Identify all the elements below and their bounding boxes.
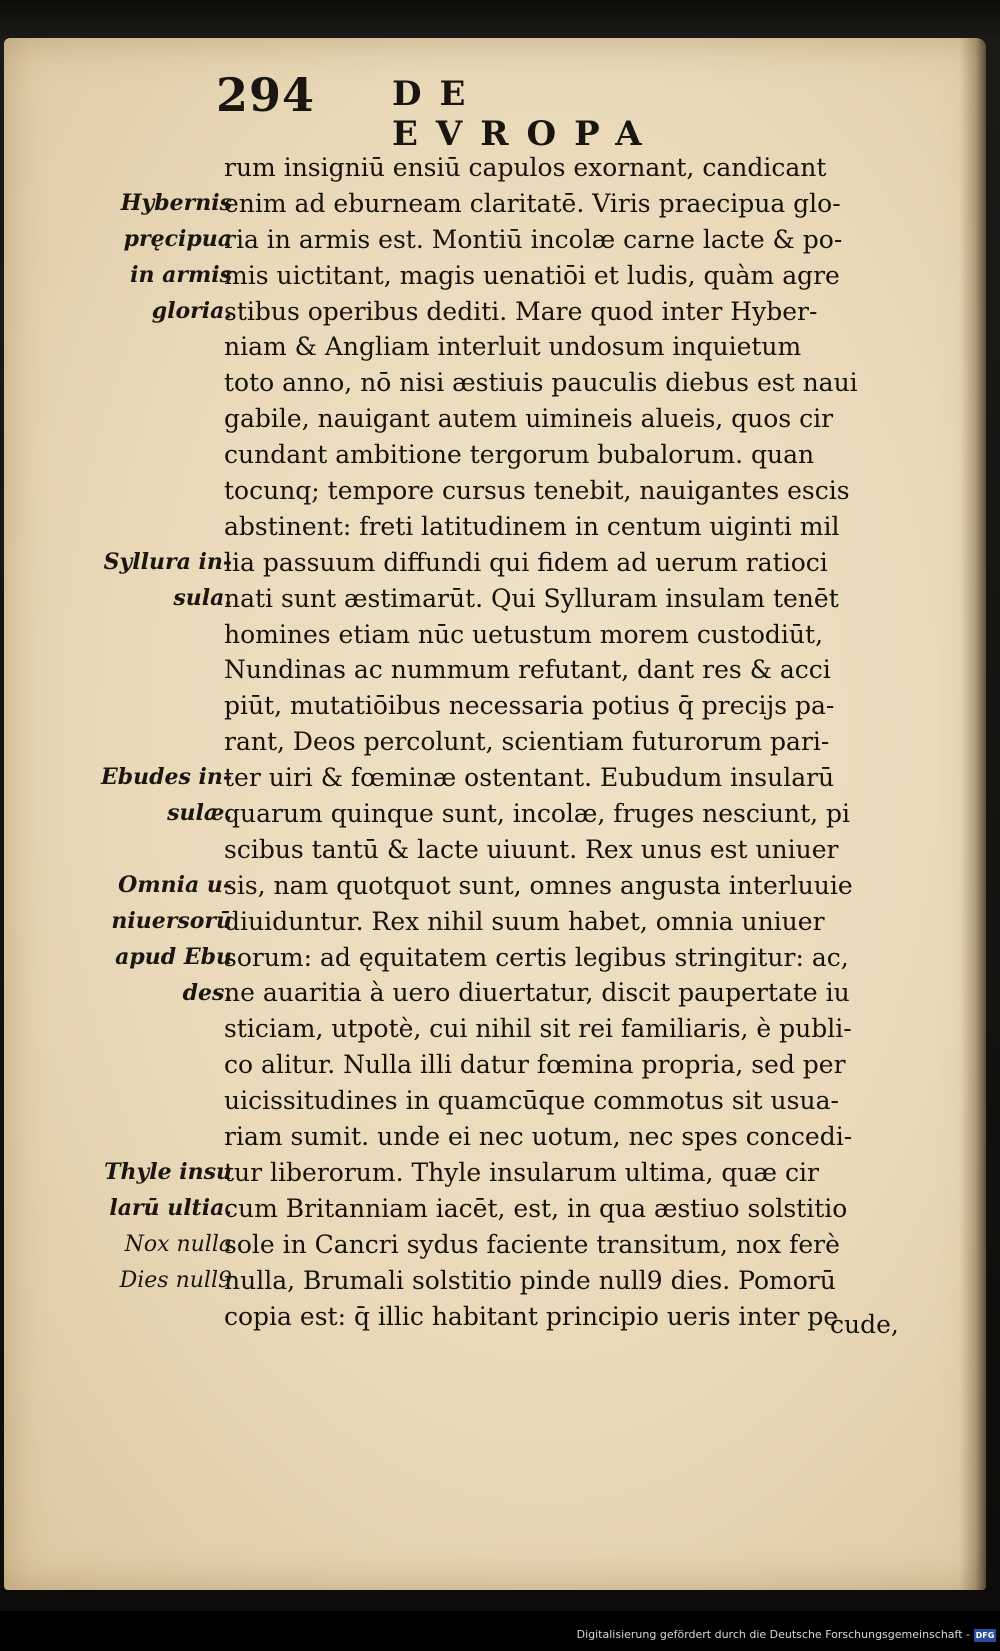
- text-line: cundant ambitione tergorum bubalorum. quan: [224, 440, 815, 470]
- page-number: 294: [216, 68, 316, 122]
- marginal-note-line: Thyle insu: [104, 1159, 232, 1185]
- text-line: riam sumit. unde ei nec uotum, nec spes concedi-: [224, 1122, 853, 1152]
- marginal-note-line: sula.: [173, 584, 232, 611]
- text-line: scibus tantū & lacte uiuunt. Rex unus est uniuer: [224, 834, 839, 864]
- marginal-note-line: in armis: [130, 261, 232, 288]
- text-line: cum Britanniam iacēt, est, in qua æstiuo solstitio: [224, 1193, 848, 1223]
- page-edge-shadow: [960, 38, 986, 1590]
- text-line: niam & Angliam interluit undosum inquietum: [224, 332, 802, 362]
- funding-credit: Digitalisierung gefördert durch die Deutsche Forschungsgemeinschaft -: [576, 1628, 970, 1641]
- marginal-note-line: niuersorū: [111, 907, 232, 934]
- marginal-note-line: gloria.: [151, 297, 232, 324]
- dfg-logo: DFG: [975, 1631, 995, 1640]
- text-line: mis uictitant, magis uenatiōi et ludis, quàm agre: [224, 260, 840, 290]
- text-line: co alitur. Nulla illi datur fœmina propria, sed per: [224, 1050, 846, 1080]
- marginal-note-line: Nox nulla: [124, 1232, 232, 1257]
- marginal-note-line: Syllura in-: [103, 549, 232, 575]
- marginal-note-syllura: [82, 545, 232, 617]
- body-text: [224, 150, 924, 1334]
- text-line: tocunq; tempore cursus tenebit, nauigantes escis: [224, 476, 850, 506]
- marginal-note-line: Hybernis: [120, 190, 232, 216]
- text-line: tur liberorum. Thyle insularum ultima, quæ cir: [224, 1157, 819, 1187]
- catchword: cude,: [830, 1310, 899, 1339]
- text-line: Nundinas ac nummum refutant, dant res & acci: [224, 655, 831, 685]
- text-line: piūt, mutatiōibus necessaria potius q̄ precijs pa-: [224, 691, 835, 721]
- text-line: enim ad eburneam claritatē. Viris praecipua glo-: [224, 188, 841, 218]
- text-line: ter uiri & fœminæ ostentant. Eubudum insularū: [224, 763, 835, 793]
- text-line: sis, nam quotquot sunt, omnes angusta interluuie: [224, 870, 853, 900]
- text-line: ne auaritia à uero diuertatur, discit paupertate iu: [224, 978, 850, 1008]
- page-header: [216, 68, 776, 154]
- marginal-note-nox: [82, 1227, 232, 1263]
- text-line: lia passuum diffundi qui fidem ad uerum ratioci: [224, 547, 828, 577]
- text-line: sorum: ad ęquitatem certis legibus stringitur: ac,: [224, 942, 849, 972]
- marginal-note-thyle: [82, 1155, 232, 1227]
- text-line: nulla, Brumali solstitio pinde null9 dies. Pomorū: [224, 1265, 836, 1295]
- text-line: nati sunt æstimarūt. Qui Sylluram insulam tenēt: [224, 583, 839, 613]
- running-head: DE EVROPA: [392, 74, 660, 154]
- text-line: abstinent: freti latitudinem in centum uiginti mil: [224, 511, 840, 541]
- marginal-note-line: des.: [182, 979, 232, 1006]
- marginal-note-line: Dies null9: [119, 1268, 232, 1293]
- text-line: ria in armis est. Montiū incolæ carne lacte & po-: [224, 224, 843, 254]
- marginal-note-line: sulæ.: [167, 799, 232, 826]
- text-line: toto anno, nō nisi æstiuis pauculis diebus est naui: [224, 368, 858, 398]
- text-line: quarum quinque sunt, incolæ, fruges nesciunt, pi: [224, 799, 851, 829]
- marginal-note-omnia: [82, 868, 232, 1012]
- text-line: copia est: q̄ illic habitant principio ueris inter pe: [224, 1301, 839, 1331]
- text-line: gabile, nauigant autem uimineis alueis, quos cir: [224, 404, 834, 434]
- text-line: rum insigniū ensiū capulos exornant, candicant: [224, 153, 827, 182]
- marginal-note-line: larū ultia.: [109, 1194, 232, 1221]
- text-line: uicissitudines in quamcūque commotus sit usua-: [224, 1086, 839, 1116]
- text-line: sticiam, utpotè, cui nihil sit rei familiaris, è publi-: [224, 1014, 852, 1044]
- text-line: diuiduntur. Rex nihil suum habet, omnia uniuer: [224, 906, 825, 936]
- marginal-note-line: Ebudes in-: [100, 764, 232, 790]
- text-line: stibus operibus dediti. Mare quod inter Hyber-: [224, 296, 818, 326]
- text-line: sole in Cancri sydus faciente transitum, nox ferè: [224, 1229, 840, 1259]
- marginal-note-line: Omnia u-: [118, 872, 232, 898]
- marginal-note-hybernis: [82, 186, 232, 330]
- marginal-note-line: apud Ebu: [115, 943, 232, 970]
- text-line: homines etiam nūc uetustum morem custodiūt,: [224, 619, 824, 649]
- text-line: rant, Deos percolunt, scientiam futurorum pari-: [224, 727, 830, 757]
- marginal-note-line: pręcipua: [123, 225, 232, 252]
- marginal-note-dies: [82, 1263, 232, 1299]
- marginal-note-ebudes: [82, 760, 232, 832]
- footer-bar: [0, 1611, 1000, 1651]
